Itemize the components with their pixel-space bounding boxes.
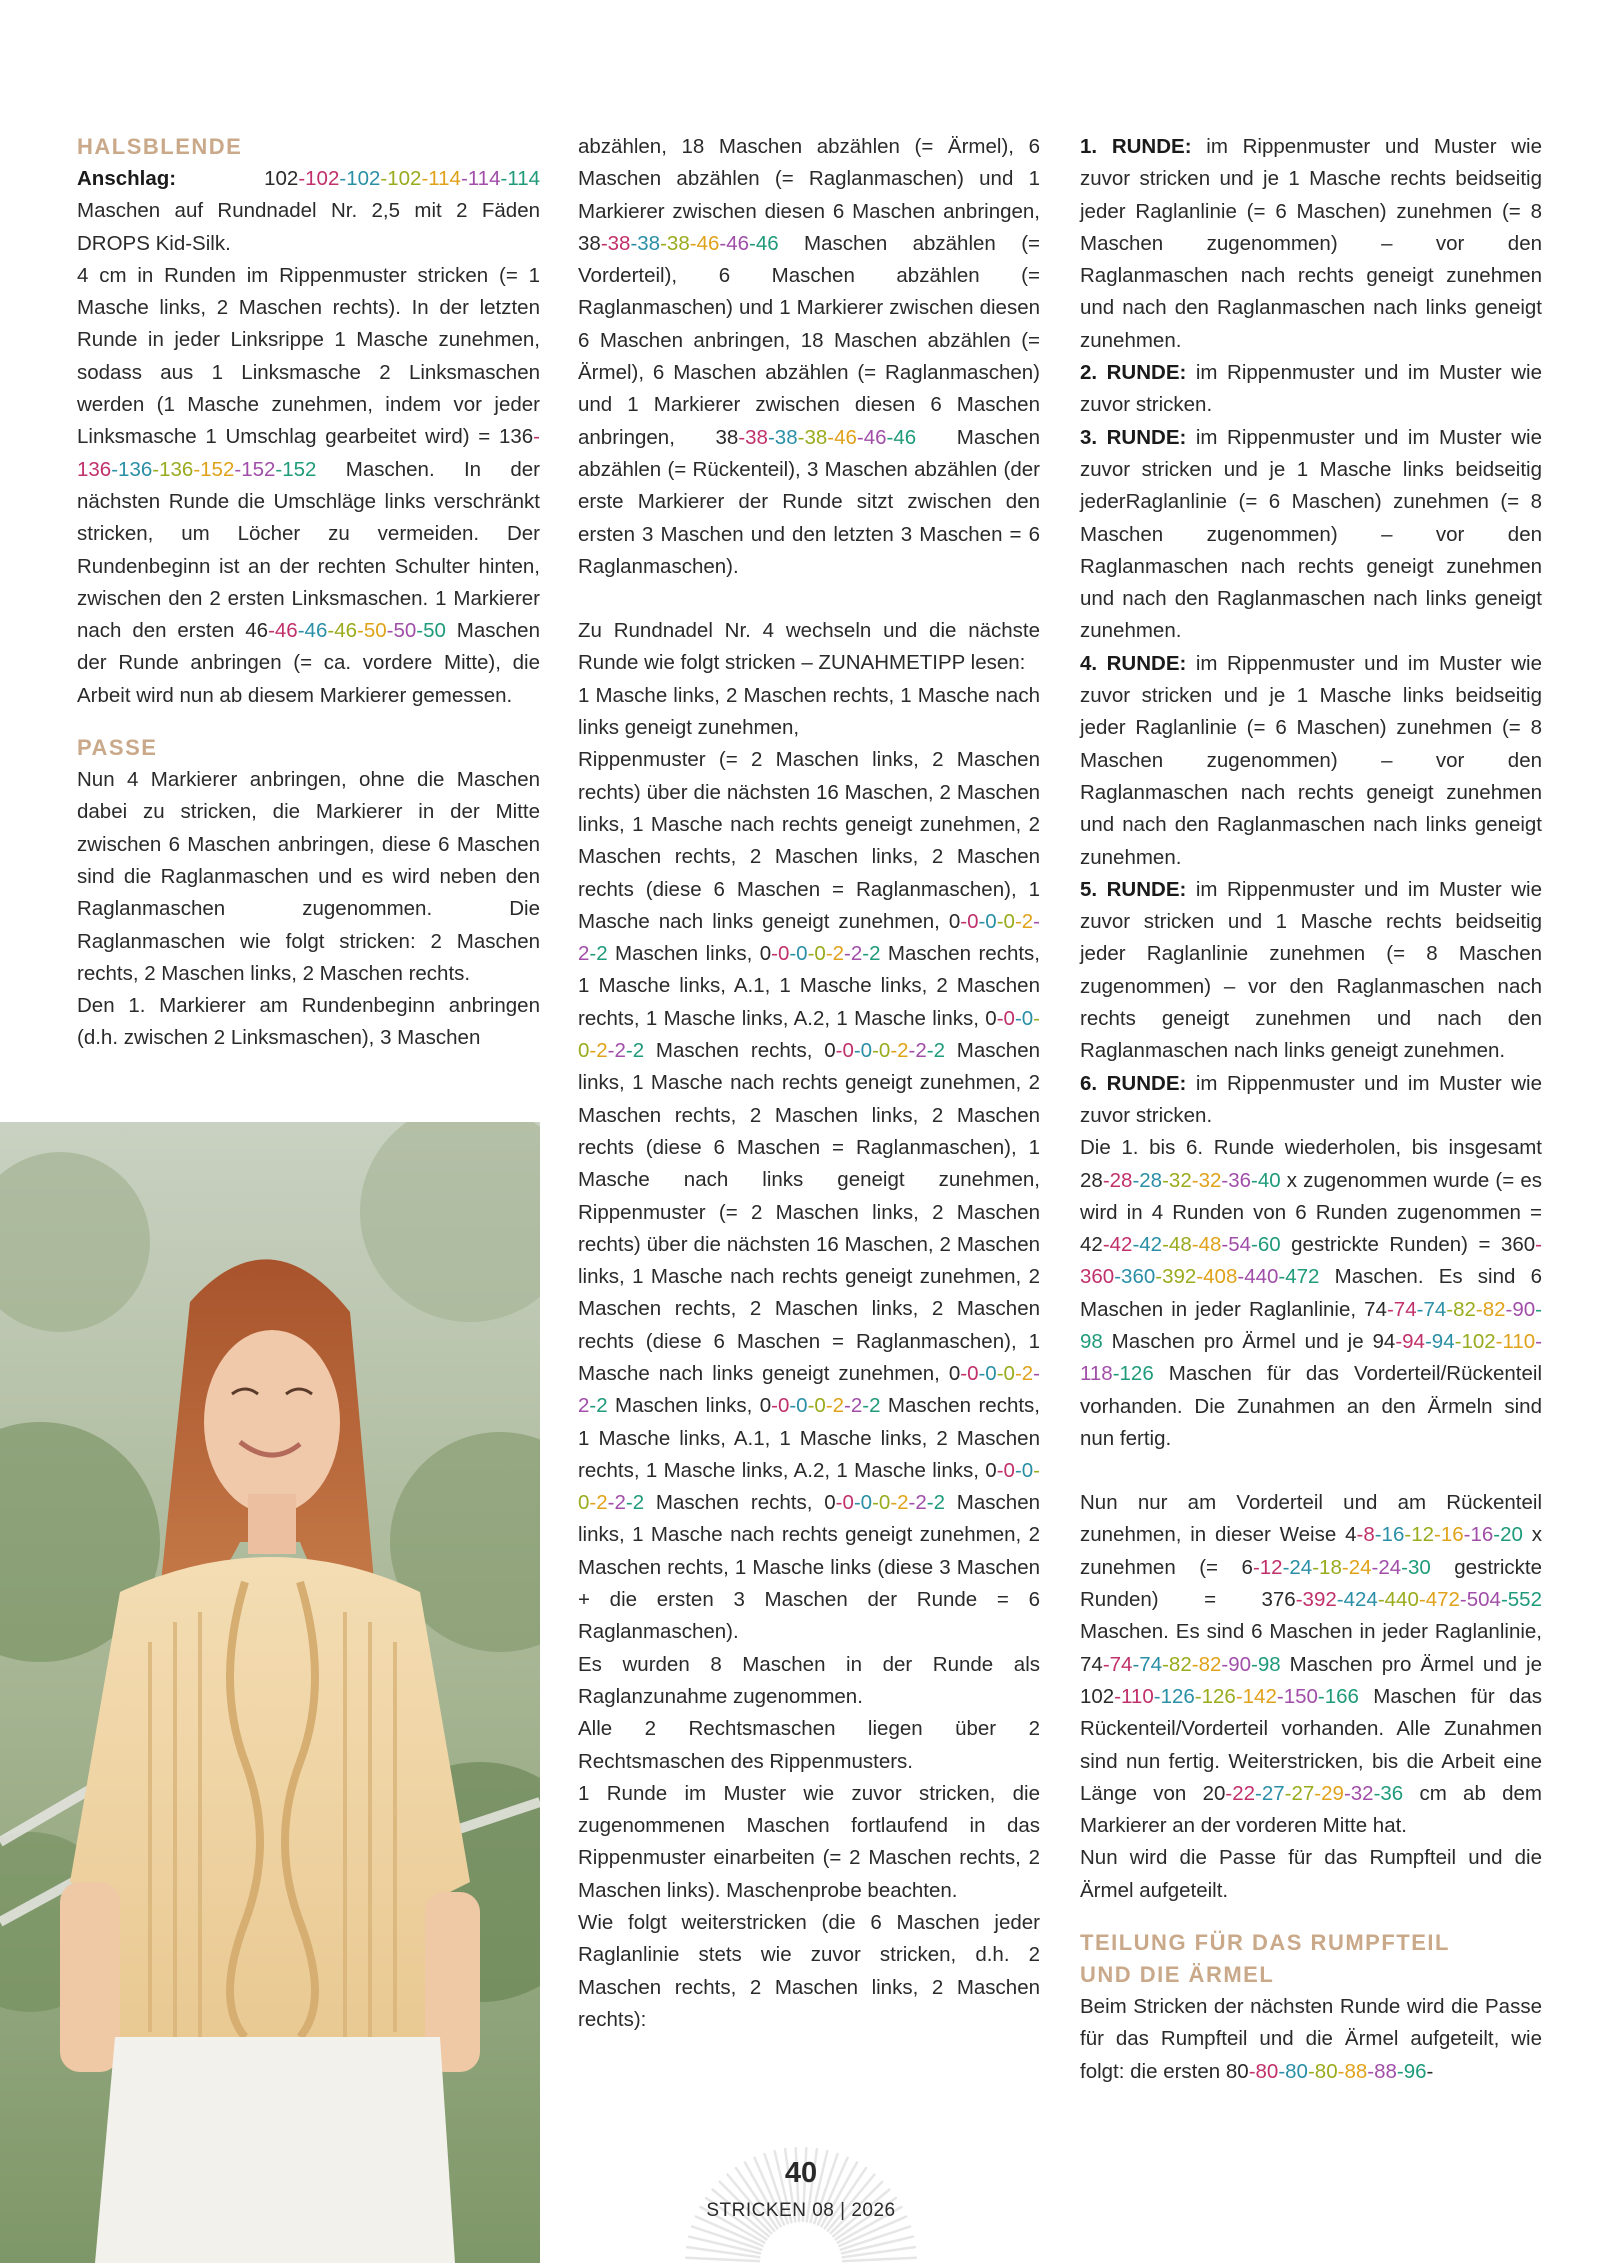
- size-value-2: 0: [1003, 1006, 1015, 1030]
- size-value-6: 90: [1228, 1652, 1252, 1676]
- size-value-2: 102: [305, 167, 340, 190]
- size-value-1: 0: [759, 1394, 772, 1418]
- label-runde-5: 5. RUNDE:: [1080, 877, 1187, 901]
- size-value-4: 136: [159, 457, 194, 481]
- size-value-4: 82: [1453, 1297, 1476, 1321]
- size-value-7: 60: [1257, 1233, 1281, 1257]
- model-photo: [0, 1122, 540, 2263]
- size-value-7: 46: [893, 425, 917, 449]
- size-value-2: 38: [607, 231, 631, 255]
- size-value-6: 88: [1374, 2059, 1397, 2083]
- size-sequence: 360-360-360-392-408-440-472: [1080, 1233, 1542, 1289]
- label-runde-2: 2. RUNDE:: [1080, 361, 1187, 385]
- size-value-4: 0: [578, 1039, 590, 1063]
- size-value-4: 27: [1291, 1781, 1315, 1805]
- text-column-2: [578, 131, 1040, 2036]
- size-value-5: 29: [1321, 1781, 1344, 1805]
- size-sequence: 102-102-102-102-114-114-114: [264, 167, 540, 190]
- size-value-3: 24: [1289, 1555, 1313, 1579]
- size-value-2: 0: [1003, 1458, 1015, 1482]
- size-value-5: 152: [200, 457, 235, 481]
- size-value-1: 74: [1364, 1297, 1387, 1321]
- size-value-1: 136: [498, 425, 534, 449]
- size-value-3: 0: [1021, 1458, 1034, 1482]
- size-value-5: 16: [1440, 1523, 1464, 1547]
- size-value-3: 0: [985, 909, 997, 933]
- size-value-4: 0: [878, 1491, 891, 1515]
- size-value-6: 440: [1244, 1265, 1279, 1289]
- size-value-5: 82: [1482, 1297, 1506, 1321]
- size-value-7: 2: [869, 1394, 881, 1418]
- size-value-1: 0: [948, 909, 961, 933]
- size-value-3: 16: [1381, 1523, 1405, 1547]
- size-value-3: 102: [346, 167, 381, 190]
- size-value-2: 74: [1393, 1297, 1417, 1321]
- size-value-7: 98: [1080, 1329, 1103, 1353]
- size-value-2: 360: [1080, 1265, 1115, 1289]
- paragraph-runde-4: 4. RUNDE: im Rippenmuster und im Muster wie zuvor stricken und je 1 Masche links beidseitig jeder Raglanlinie (= 6 Maschen) zunehmen (= 8 Maschen zugenommen) – vor den Raglanmaschen nach rechts geneigt zunehmen und nach den Raglanmaschen nach links geneigt zunehmen.: [1080, 651, 1542, 869]
- size-sequence: 80-80-80-80-88-88-96: [1225, 2059, 1427, 2083]
- paragraph-runde-muster: 1 Runde im Muster wie zuvor stricken, die zugenommenen Maschen fortlaufend in das Rippenmuster einarbeiten (= 2 Maschen rechts, 2 Maschen links). Maschenprobe beachten.: [578, 1781, 1040, 1902]
- size-value-1: 6: [1241, 1555, 1253, 1579]
- magazine-issue: STRICKEN 08 | 2026: [706, 2200, 896, 2221]
- size-value-7: 2: [596, 942, 608, 966]
- paragraph-teilung: Beim Stricken der nächsten Runde wird die Passe für das Rumpfteil und die Ärmel aufgeteilt, wie folgt: die ersten 80-80-80-80-88-88-96-: [1080, 1995, 1542, 2083]
- size-sequence: 20-22-27-27-29-32-36: [1202, 1781, 1404, 1805]
- size-value-6: 2: [614, 1039, 626, 1063]
- size-sequence: 0-0-0-0-2-2-2: [578, 1006, 1040, 1063]
- size-value-3: 42: [1139, 1233, 1163, 1257]
- size-value-5: 2: [897, 1491, 909, 1515]
- size-sequence: 28-28-28-32-32-36-40: [1080, 1168, 1281, 1192]
- size-value-2: 110: [1121, 1684, 1154, 1708]
- size-value-6: 150: [1283, 1684, 1318, 1708]
- paragraph-runde-6: 6. RUNDE: im Rippenmuster und im Muster wie zuvor stricken.: [1080, 1071, 1542, 1127]
- size-value-7: 114: [507, 167, 540, 190]
- text-column-3: [1080, 131, 1542, 2088]
- paragraph-wiederholen: Die 1. bis 6. Runde wiederholen, bis insgesamt 28-28-28-32-32-36-40 x zugenommen wurde (= es wird in 4 Runden von 6 Runden zugenommen = 42-42-42-48-48-54-60 gestrickte Runden) = 360-360-360-392-408-440-472 Maschen. Es sind 6 Maschen in jeder Raglanlinie, 74-74-74-82-82-90-98 Maschen pro Ärmel und je 94-94-94-102-110-118-126 Maschen für das Vorderteil/Rückenteil vorhanden. Die Zunahmen an den Ärmeln sind nun fertig.: [1080, 1136, 1542, 1450]
- size-value-7: 36: [1380, 1781, 1404, 1805]
- size-sequence: 0-0-0-0-2-2-2: [578, 1361, 1040, 1418]
- size-value-6: 152: [241, 457, 276, 481]
- size-value-7: 30: [1407, 1555, 1431, 1579]
- size-value-5: 2: [897, 1039, 909, 1063]
- size-sequence: 42-42-42-48-48-54-60: [1080, 1233, 1281, 1257]
- size-value-7: 126: [1119, 1362, 1154, 1386]
- size-value-7: 2: [869, 942, 881, 966]
- size-value-6: 50: [393, 619, 417, 643]
- size-value-3: 27: [1261, 1781, 1285, 1805]
- size-value-2: 74: [1109, 1652, 1133, 1676]
- size-value-4: 126: [1201, 1684, 1236, 1708]
- size-value-6: 2: [915, 1039, 927, 1063]
- size-value-7: 46: [755, 231, 779, 255]
- size-value-5: 24: [1348, 1555, 1372, 1579]
- size-value-7: 152: [282, 457, 317, 481]
- size-value-4: 0: [814, 1394, 826, 1418]
- paragraph-runde-3: 3. RUNDE: im Rippenmuster und im Muster wie zuvor stricken und je 1 Masche links beidseitig jederRaglanlinie (= 6 Maschen) zunehmen (= 8 Maschen zugenommen) – vor den Raglanmaschen nach rechts geneigt zunehmen und nach den Raglanmaschen nach links geneigt zunehmen.: [1080, 425, 1542, 643]
- size-value-1: 102: [264, 167, 299, 190]
- size-value-2: 46: [274, 619, 298, 643]
- size-value-1: 376: [1261, 1588, 1296, 1612]
- size-sequence: 0-0-0-0-2-2-2: [578, 909, 1040, 966]
- size-value-5: 2: [596, 1491, 608, 1515]
- size-sequence: 38-38-38-38-46-46-46: [578, 231, 779, 255]
- size-value-1: 94: [1372, 1329, 1396, 1353]
- size-sequence: 0-0-0-0-2-2-2: [759, 942, 881, 966]
- size-value-2: 38: [745, 425, 768, 449]
- size-value-1: 42: [1080, 1233, 1103, 1257]
- size-sequence: 74-74-74-82-82-90-98: [1080, 1297, 1542, 1353]
- paragraph-weiterstricken: Wie folgt weiterstricken (die 6 Maschen jeder Raglanlinie stets wie zuvor stricken, d.h. 2 Maschen rechts, 2 Maschen links, 2 Maschen rechts):: [578, 1911, 1040, 2031]
- size-value-2: 0: [842, 1491, 854, 1515]
- size-value-2: 8: [1363, 1523, 1375, 1547]
- size-sequence: 102-110-126-126-142-150-166: [1080, 1684, 1359, 1708]
- size-value-6: 46: [863, 425, 887, 449]
- size-value-3: 0: [985, 1361, 997, 1385]
- size-value-5: 48: [1198, 1233, 1222, 1257]
- size-sequence: 0-0-0-0-2-2-2: [824, 1491, 946, 1515]
- size-sequence: 6-12-24-18-24-24-30: [1241, 1555, 1431, 1579]
- size-value-3: 28: [1139, 1168, 1163, 1192]
- size-value-3: 38: [774, 425, 798, 449]
- size-value-3: 136: [118, 457, 153, 481]
- size-value-7: 166: [1324, 1684, 1359, 1708]
- paragraph-rippenmuster: Rippenmuster (= 2 Maschen links, 2 Maschen rechts) über die nächsten 16 Maschen, 2 Maschen links, 1 Masche nach rechts geneigt zunehmen, 2 Maschen rechts, 2 Maschen links, 2 Maschen rechts (diese 6 Maschen = Raglanmaschen), 1 Masche nach links geneigt zunehmen, 0-0-0-0-2-2-2 Maschen links, 0-0-0-0-2-2-2 Maschen rechts, 1 Masche links, A.1, 1 Masche links, 2 Maschen rechts, 1 Masche links, A.2, 1 Masche links, 0-0-0-0-2-2-2 Maschen rechts, 0-0-0-0-2-2-2 Maschen links, 1 Masche nach rechts geneigt zunehmen, 2 Maschen rechts, 2 Maschen links, 2 Maschen rechts (diese 6 Maschen = Raglanmaschen), 1 Masche nach links geneigt zunehmen, Rippenmuster (= 2 Maschen links, 2 Maschen rechts) über die nächsten 16 Maschen, 2 Maschen links, 1 Masche nach rechts geneigt zunehmen, 2 Maschen rechts, 2 Maschen links, 2 Maschen rechts (diese 6 Maschen = Raglanmaschen), 1 Masche nach links geneigt zunehmen, 0-0-0-0-2-2-2 Maschen links, 0-0-0-0-2-2-2 Maschen rechts, 1 Masche links, A.1, 1 Masche links, 2 Maschen rechts, 1 Masche links, A.2, 1 Masche links, 0-0-0-0-2-2-2 Maschen rechts, 0-0-0-0-2-2-2 Maschen links, 1 Masche nach rechts geneigt zunehmen, 2 Maschen rechts, 1 Masche links (diese 3 Maschen + die ersten 3 Maschen der Runde = 6 Raglanmaschen).: [578, 748, 1040, 1644]
- size-value-3: 74: [1139, 1652, 1163, 1676]
- page-footer: [650, 2142, 952, 2263]
- size-value-3: 38: [637, 231, 661, 255]
- size-value-4: 440: [1384, 1588, 1419, 1612]
- size-sequence: 0-0-0-0-2-2-2: [824, 1039, 946, 1063]
- size-value-7: 40: [1257, 1168, 1281, 1192]
- size-value-1: 0: [985, 1458, 997, 1482]
- size-value-1: 4: [1345, 1523, 1357, 1547]
- size-value-4: 102: [387, 167, 422, 190]
- size-value-5: 2: [1021, 1361, 1034, 1385]
- size-sequence: 4-8-16-12-16-16-20: [1345, 1523, 1523, 1547]
- size-value-3: 46: [304, 619, 328, 643]
- size-value-4: 48: [1168, 1233, 1192, 1257]
- size-value-6: 2: [915, 1491, 927, 1515]
- size-value-5: 82: [1198, 1652, 1222, 1676]
- size-value-6: 54: [1228, 1233, 1252, 1257]
- size-value-4: 0: [814, 942, 826, 966]
- size-value-3: 0: [796, 942, 808, 966]
- size-value-7: 2: [933, 1039, 946, 1063]
- size-value-5: 2: [832, 1394, 845, 1418]
- size-value-7: 98: [1257, 1652, 1281, 1676]
- size-value-3: 0: [860, 1039, 873, 1063]
- size-value-2: 80: [1255, 2059, 1279, 2083]
- size-value-2: 0: [842, 1039, 854, 1063]
- size-value-1: 360: [1500, 1233, 1536, 1257]
- paragraph-passe: Nun 4 Markierer anbringen, ohne die Maschen dabei zu stricken, die Markierer in der Mitte zwischen 6 Maschen anbringen, diese 6 Maschen sind die Raglanmaschen und es wird neben den Raglanmaschen zugenommen. Die Raglanmaschen wie folgt stricken: 2 Maschen rechts, 2 Maschen links, 2 Maschen rechts.: [77, 768, 540, 985]
- label-runde-1: 1. RUNDE:: [1080, 135, 1192, 158]
- size-value-4: 18: [1319, 1555, 1342, 1579]
- size-value-2: 0: [967, 1361, 979, 1385]
- paragraph-runde-5: 5. RUNDE: im Rippenmuster und im Muster wie zuvor stricken und 1 Masche rechts beidseitig jeder Raglanlinie zunehmen (= 8 Maschen zugenommen) – vor den Raglanmaschen nach rechts geneigt zunehmen und nach den Raglanmaschen nach links geneigt zunehmen.: [1080, 877, 1542, 1063]
- size-value-6: 2: [614, 1491, 626, 1515]
- paragraph-runde-1: 1. RUNDE: im Rippenmuster und Muster wie zuvor stricken und je 1 Masche rechts beidseitig jeder Raglanlinie (= 6 Maschen) zunehmen (= 8 Maschen zugenommen) – vor den Raglanmaschen nach rechts geneigt zunehmen und nach den Raglanmaschen nach links geneigt zunehmen.: [1080, 135, 1543, 352]
- model-photo-illustration: [0, 1122, 540, 2263]
- paragraph-masche-links: 1 Masche links, 2 Maschen rechts, 1 Masche nach links geneigt zunehmen,: [578, 683, 1040, 740]
- size-value-1: 0: [985, 1006, 997, 1030]
- size-value-6: 2: [850, 1394, 863, 1418]
- label-runde-4: 4. RUNDE:: [1080, 651, 1187, 675]
- size-value-3: 126: [1160, 1684, 1195, 1708]
- size-value-7: 2: [933, 1491, 946, 1515]
- size-value-4: 82: [1168, 1652, 1192, 1676]
- size-value-4: 102: [1461, 1329, 1496, 1353]
- paragraph-runde-2: 2. RUNDE: im Rippenmuster und im Muster wie zuvor stricken.: [1080, 361, 1542, 417]
- size-value-5: 2: [832, 942, 845, 966]
- paragraph-anschlag: Anschlag: 102-102-102-102-114-114-114 Maschen auf Rundnadel Nr. 2,5 mit 2 Fäden DROPS Kid-Silk.: [77, 167, 540, 255]
- size-value-2: 0: [777, 942, 790, 966]
- size-sequence: 46-46-46-46-50-50-50: [245, 619, 446, 643]
- size-value-2: 0: [777, 1394, 790, 1418]
- size-value-2: 0: [967, 909, 979, 933]
- size-value-3: 80: [1285, 2059, 1308, 2083]
- size-value-4: 392: [1162, 1265, 1197, 1289]
- size-value-2: 136: [77, 457, 112, 481]
- size-value-5: 46: [834, 425, 857, 449]
- size-value-1: 0: [759, 942, 772, 966]
- size-value-5: 32: [1198, 1168, 1222, 1192]
- size-value-7: 20: [1500, 1523, 1523, 1547]
- size-sequence: 74-74-74-82-82-90-98: [1080, 1652, 1281, 1676]
- size-value-2: 392: [1302, 1588, 1337, 1612]
- label-runde-3: 3. RUNDE:: [1080, 425, 1187, 449]
- section-heading-passe: PASSE: [77, 735, 158, 761]
- size-value-1: 80: [1225, 2059, 1249, 2083]
- size-value-1: 102: [1080, 1684, 1115, 1708]
- size-value-6: 2: [850, 942, 863, 966]
- size-value-5: 46: [696, 231, 720, 255]
- paragraph-den: Den 1. Markierer am Rundenbeginn anbringen (d.h. zwischen 2 Linksmaschen), 3 Maschen: [77, 994, 540, 1050]
- paragraph-passe-aufgeteilt: Nun wird die Passe für das Rumpfteil und die Ärmel aufgeteilt.: [1080, 1846, 1542, 1902]
- size-value-6: 90: [1512, 1297, 1536, 1321]
- size-value-7: 552: [1507, 1588, 1542, 1612]
- size-value-4: 80: [1314, 2059, 1338, 2083]
- size-value-7: 50: [423, 619, 446, 643]
- page-number: 40: [784, 2157, 818, 2189]
- size-value-6: 24: [1378, 1555, 1402, 1579]
- size-value-2: 28: [1109, 1168, 1133, 1192]
- text-column-1: [77, 131, 540, 1055]
- size-value-4: 0: [1003, 909, 1015, 933]
- size-sequence: 0-0-0-0-2-2-2: [759, 1394, 881, 1418]
- size-value-3: 424: [1343, 1588, 1378, 1612]
- size-value-4: 46: [334, 619, 357, 643]
- size-value-3: 74: [1423, 1297, 1447, 1321]
- size-value-5: 2: [1021, 909, 1034, 933]
- size-value-3: 0: [796, 1394, 808, 1418]
- size-value-6: 36: [1228, 1168, 1252, 1192]
- paragraph-abzaehlen: abzählen, 18 Maschen abzählen (= Ärmel), 6 Maschen abzählen (= Raglanmaschen) und 1 Markierer zwischen diesen 6 Maschen anbringen, 38-38-38-38-46-46-46 Maschen abzählen (= Vorderteil), 6 Maschen abzählen (= Raglanmaschen) und 1 Markierer zwischen diesen 6 Maschen anbringen, 18 Maschen abzählen (= Ärmel), 6 Maschen abzählen (= Raglanmaschen) und 1 Markierer zwischen diesen 6 Maschen anbringen, 38-38-38-38-46-46-46 Maschen abzählen (= Rückenteil), 3 Maschen abzählen (der erste Markierer der Runde sitzt zwischen den ersten 3 Maschen und den letzten 3 Maschen = 6 Raglanmaschen).: [578, 135, 1040, 578]
- size-value-4: 0: [578, 1491, 590, 1515]
- label-runde-6: 6. RUNDE:: [1080, 1071, 1187, 1095]
- size-value-2: 12: [1259, 1555, 1283, 1579]
- paragraph-nun: Nun nur am Vorderteil und am Rückenteil zunehmen, in dieser Weise 4-8-16-12-16-16-20 x zunehmen (= 6-12-24-18-24-24-30 gestrickte Runden) = 376-392-424-440-472-504-552 Maschen. Es sind 6 Maschen in jeder Raglanlinie, 74-74-74-82-82-90-98 Maschen pro Ärmel und je 102-110-126-126-142-150-166 Maschen für das Rückenteil/Vorderteil vorhanden. Alle Zunahmen sind nun fertig. Weiterstricken, bis die Arbeit eine Länge von 20-22-27-27-29-32-36 cm ab dem Markierer an der vorderen Mitte hat.: [1080, 1491, 1542, 1838]
- size-value-6: 114: [467, 167, 501, 190]
- size-value-5: 142: [1242, 1684, 1277, 1708]
- size-value-5: 408: [1203, 1265, 1238, 1289]
- section-heading-halsblende: HALSBLENDE: [77, 134, 243, 159]
- size-sequence: 38-38-38-38-46-46-46: [715, 425, 917, 449]
- size-value-4: 38: [804, 425, 828, 449]
- size-value-1: 0: [948, 1361, 961, 1385]
- size-value-5: 50: [363, 619, 387, 643]
- size-value-1: 74: [1080, 1652, 1103, 1676]
- size-value-4: 38: [666, 231, 690, 255]
- size-value-2: 42: [1109, 1233, 1133, 1257]
- paragraph-raglanzunahme: Es wurden 8 Maschen in der Runde als Raglanzunahme zugenommen.: [578, 1652, 1040, 1708]
- size-value-5: 114: [428, 167, 461, 190]
- size-value-5: 472: [1425, 1588, 1460, 1612]
- paragraph-rundnadel: Zu Rundnadel Nr. 4 wechseln und die nächste Runde wie folgt stricken – ZUNAHMETIPP lesen:: [578, 619, 1040, 675]
- size-value-2: 94: [1402, 1329, 1425, 1353]
- size-value-1: 0: [824, 1491, 836, 1515]
- size-value-3: 94: [1431, 1329, 1455, 1353]
- size-value-3: 0: [1021, 1006, 1034, 1030]
- size-value-5: 2: [596, 1039, 608, 1063]
- size-value-1: 38: [715, 425, 739, 449]
- size-value-7: 96: [1403, 2059, 1427, 2083]
- size-value-5: 88: [1344, 2059, 1368, 2083]
- size-value-1: 46: [245, 619, 269, 643]
- label-anschlag: Anschlag:: [77, 167, 177, 190]
- size-value-3: 0: [860, 1491, 873, 1515]
- size-value-4: 0: [878, 1039, 891, 1063]
- size-sequence: 136-136-136-136-152-152-152: [77, 425, 540, 481]
- size-value-6: 118: [1080, 1362, 1113, 1386]
- size-value-6: 2: [578, 1394, 590, 1418]
- size-sequence: 376-392-424-440-472-504-552: [1261, 1588, 1542, 1612]
- size-value-7: 2: [632, 1039, 645, 1063]
- section-heading-teilung: TEILUNG FÜR DAS RUMPFTEIL UND DIE ÄRMEL: [1080, 1930, 1450, 1988]
- size-value-7: 2: [632, 1491, 645, 1515]
- size-value-4: 12: [1411, 1523, 1434, 1547]
- size-value-6: 46: [726, 231, 750, 255]
- paragraph-rechtsmaschen: Alle 2 Rechtsmaschen liegen über 2 Rechtsmaschen des Rippenmusters.: [578, 1717, 1040, 1773]
- size-sequence: 94-94-94-102-110-118-126: [1080, 1329, 1542, 1386]
- size-value-4: 32: [1168, 1168, 1192, 1192]
- size-value-6: 2: [578, 942, 590, 966]
- size-value-1: 0: [824, 1039, 836, 1063]
- size-value-1: 38: [578, 231, 601, 255]
- size-value-7: 2: [596, 1394, 608, 1418]
- size-value-4: 0: [1003, 1361, 1015, 1385]
- paragraph-rib: 4 cm in Runden im Rippenmuster stricken (= 1 Masche links, 2 Maschen rechts). In der letzten Runde in jeder Linksrippe 1 Masche zunehmen, sodass aus 1 Linksmasche 2 Linksmaschen werden (1 Masche zunehmen, indem vor jeder Linksmasche 1 Umschlag gearbeitet wird) = 136-136-136-136-152-152-152 Maschen. In der nächsten Runde die Umschläge links verschränkt stricken, um Löcher zu vermeiden. Der Rundenbeginn ist an der rechten Schulter hinten, zwischen den 2 ersten Linksmaschen. 1 Markierer nach den ersten 46-46-46-46-50-50-50 Maschen der Runde anbringen (= ca. vordere Mitte), die Arbeit wird nun ab diesem Markierer gemessen.: [77, 263, 540, 707]
- size-value-7: 472: [1285, 1265, 1320, 1289]
- size-value-3: 360: [1121, 1265, 1156, 1289]
- size-value-5: 110: [1502, 1329, 1536, 1353]
- size-value-1: 28: [1080, 1168, 1103, 1192]
- size-value-6: 504: [1466, 1588, 1501, 1612]
- size-value-6: 16: [1470, 1523, 1494, 1547]
- size-value-2: 22: [1232, 1781, 1256, 1805]
- size-value-1: 20: [1202, 1781, 1226, 1805]
- size-value-6: 32: [1350, 1781, 1374, 1805]
- size-sequence: 0-0-0-0-2-2-2: [578, 1458, 1040, 1515]
